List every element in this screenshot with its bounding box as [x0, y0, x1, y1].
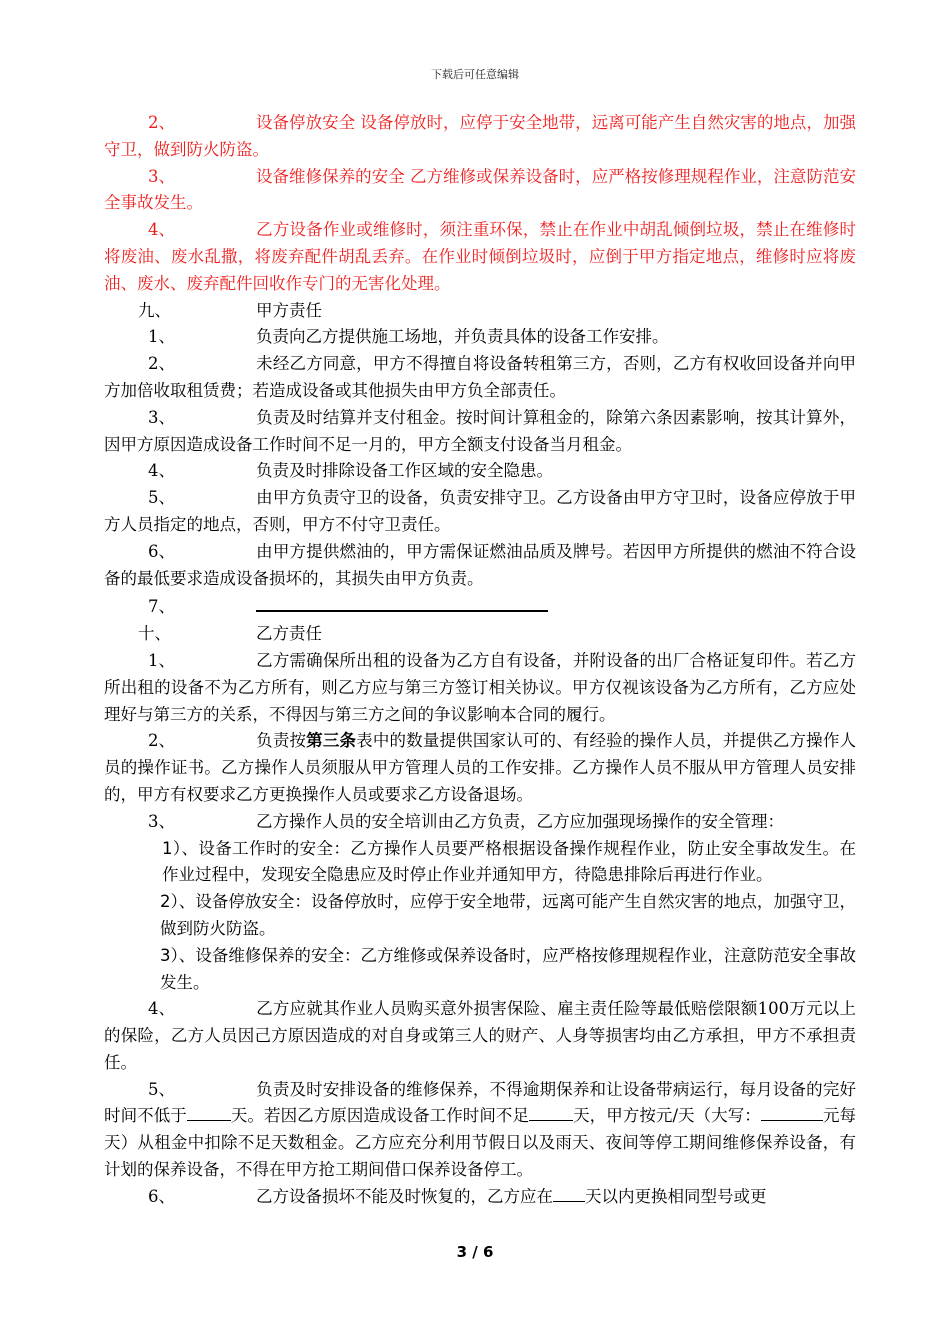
- item-text-2: 天。若因乙方原因造成设备工作时间不足: [230, 1106, 529, 1126]
- item-text-1: 乙方设备损坏不能及时恢复的，乙方应在: [256, 1186, 553, 1206]
- item-text: 负责向乙方提供施工场地，并负责具体的设备工作安排。: [256, 327, 669, 347]
- sub-item-label: 2）: [160, 892, 179, 912]
- page-number: 3 / 6: [456, 1243, 494, 1261]
- item-text: 乙方需确保所出租的设备为乙方自有设备，并附设备的出厂合格证复印件。若乙方所出租的设备不为乙方所有，则乙方应与第三方签订相关协议。甲方仅视该设备为乙方所有，乙方应处理好与第三方的关系，不得因与第三方之间的争议影响本合同的履行。: [104, 650, 856, 724]
- sub-item-text: 、设备停放安全：设备停放时，应停于安全地带，远离可能产生自然灾害的地点，加强守卫，做到防火防盗。: [160, 892, 857, 938]
- sub-item-label: 1）: [162, 838, 182, 858]
- item-text: 由甲方提供燃油的，甲方需保证燃油品质及牌号。若因甲方所提供的燃油不符合设备的最低要求造成设备损坏的，其损失由甲方负责。: [104, 541, 856, 588]
- blank-days-2: [529, 1103, 573, 1121]
- clause-item: [104, 324, 856, 351]
- item-text-2: 天以内更换相同型号或更: [585, 1186, 767, 1206]
- item-number: 1、: [148, 327, 175, 347]
- item-number: 3、: [148, 166, 175, 186]
- item-number: 1、: [148, 650, 175, 670]
- clause-item: [104, 217, 856, 297]
- item-text: 乙方操作人员的安全培训由乙方负责，乙方应加强现场操作的安全管理：: [256, 811, 784, 831]
- page-header: 下载后可任意编辑: [431, 68, 519, 81]
- blank-line: [256, 592, 548, 612]
- clause-item: [104, 458, 856, 485]
- document-body: [104, 110, 856, 1211]
- clause-item: [104, 648, 856, 728]
- section-number: 十、: [138, 624, 171, 644]
- clause-item: [104, 110, 856, 164]
- clause-item: [104, 728, 856, 808]
- item-number: 3、: [148, 407, 175, 427]
- item-number: 4、: [148, 220, 175, 240]
- item-text: 设备停放安全 设备停放时，应停于安全地带，远离可能产生自然灾害的地点，加强守卫，做到防火防盗。: [104, 113, 856, 159]
- clause-item: [104, 592, 856, 621]
- item-number: 2、: [148, 731, 175, 751]
- sub-item: [104, 943, 856, 997]
- section-number: 九、: [138, 300, 171, 320]
- item-text: 乙方应就其作业人员购买意外损害保险、雇主责任险等最低赔偿限额100万元以上的保险，乙方人员因己方原因造成的对自身或第三人的财产、人身等损害均由乙方承担，甲方不承担责任。: [104, 999, 856, 1072]
- item-text: 未经乙方同意，甲方不得擅自将设备转租第三方，否则，乙方有权收回设备并向甲方加倍收取租赁费；若造成设备或其他损失由甲方负全部责任。: [104, 354, 856, 400]
- item-number: 5、: [148, 1079, 175, 1099]
- sub-item: [104, 889, 856, 943]
- item-text-bold: 第三条: [306, 731, 357, 751]
- item-number: 3、: [148, 811, 175, 831]
- clause-item: [104, 485, 856, 539]
- item-number: 6、: [148, 541, 175, 561]
- blank-days: [553, 1184, 585, 1202]
- item-text-post: 表中的数量提供国家认可的、有经验的操作人员，并提供乙方操作人员的操作证书。乙方操作人员须服从甲方管理人员的工作安排。乙方操作人员不服从甲方管理人员安排的，甲方有权要求乙方更换操作人员或要求乙方设备退场。: [104, 731, 857, 804]
- clause-item: [104, 996, 856, 1076]
- sub-item-text: 、设备维修保养的安全：乙方维修或保养设备时，应严格按修理规程作业，注意防范安全事故发生。: [160, 945, 857, 992]
- section-title: 乙方责任: [256, 624, 322, 644]
- clause-item: [104, 809, 856, 836]
- blank-days-1: [187, 1103, 231, 1121]
- section-heading: [104, 621, 856, 648]
- item-number: 2、: [148, 354, 175, 374]
- item-text-pre: 负责按: [256, 731, 307, 751]
- item-text: 负责及时结算并支付租金。按时间计算租金的，除第六条因素影响，按其计算外，因甲方原因造成设备工作时间不足一月的，甲方全额支付设备当月租金。: [104, 407, 856, 454]
- sub-item-text: 、设备工作时的安全：乙方操作人员要严格根据设备操作规程作业，防止安全事故发生。在作业过程中，发现安全隐患应及时停止作业并通知甲方，待隐患排除后再进行作业。: [162, 838, 857, 885]
- clause-item: [104, 1184, 856, 1211]
- sub-item-label: 3）: [160, 945, 179, 965]
- item-number: 6、: [148, 1186, 175, 1206]
- blank-amount: [761, 1103, 823, 1121]
- item-text: 乙方设备作业或维修时，须注重环保，禁止在作业中胡乱倾倒垃圾，禁止在维修时将废油、废水乱撒，将废弃配件胡乱丢弃。在作业时倾倒垃圾时，应倒于甲方指定地点，维修时应将废油、废水、废弃配件回收作专门的无害化处理。: [104, 220, 856, 293]
- item-text: 设备维修保养的安全 乙方维修或保养设备时，应严格按修理规程作业，注意防范安全事故发生。: [104, 166, 856, 213]
- clause-item: [104, 164, 856, 218]
- item-text: 负责及时排除设备工作区域的安全隐患。: [256, 461, 553, 481]
- item-number: 4、: [148, 461, 175, 481]
- item-text-3: 天，甲方按元/天（大写：: [573, 1106, 761, 1126]
- clause-item: [104, 539, 856, 593]
- sub-item: [104, 836, 856, 890]
- item-text: 由甲方负责守卫的设备，负责安排守卫。乙方设备由甲方守卫时，设备应停放于甲方人员指定的地点，否则，甲方不付守卫责任。: [104, 488, 856, 534]
- clause-item: [104, 405, 856, 459]
- section-heading: [104, 298, 856, 325]
- item-number: 2、: [148, 113, 175, 132]
- clause-item: [104, 1077, 856, 1184]
- item-number: 5、: [148, 488, 175, 508]
- item-number: 7、: [148, 597, 175, 617]
- section-title: 甲方责任: [256, 300, 322, 320]
- item-text-4: 元每天）从租金中扣除不足天数租金。乙方应充分利用节假日以及雨天、夜间等停工期间维修保养设备，有计划的保养设备，不得在甲方抢工期间借口保养设备停工。: [104, 1106, 856, 1180]
- clause-item: [104, 351, 856, 405]
- item-text-1: 负责及时安排设备的维修保养，不得逾期保养和让设备带病运行，每月设备的完好时间不低于: [104, 1079, 856, 1126]
- item-number: 4、: [148, 999, 175, 1019]
